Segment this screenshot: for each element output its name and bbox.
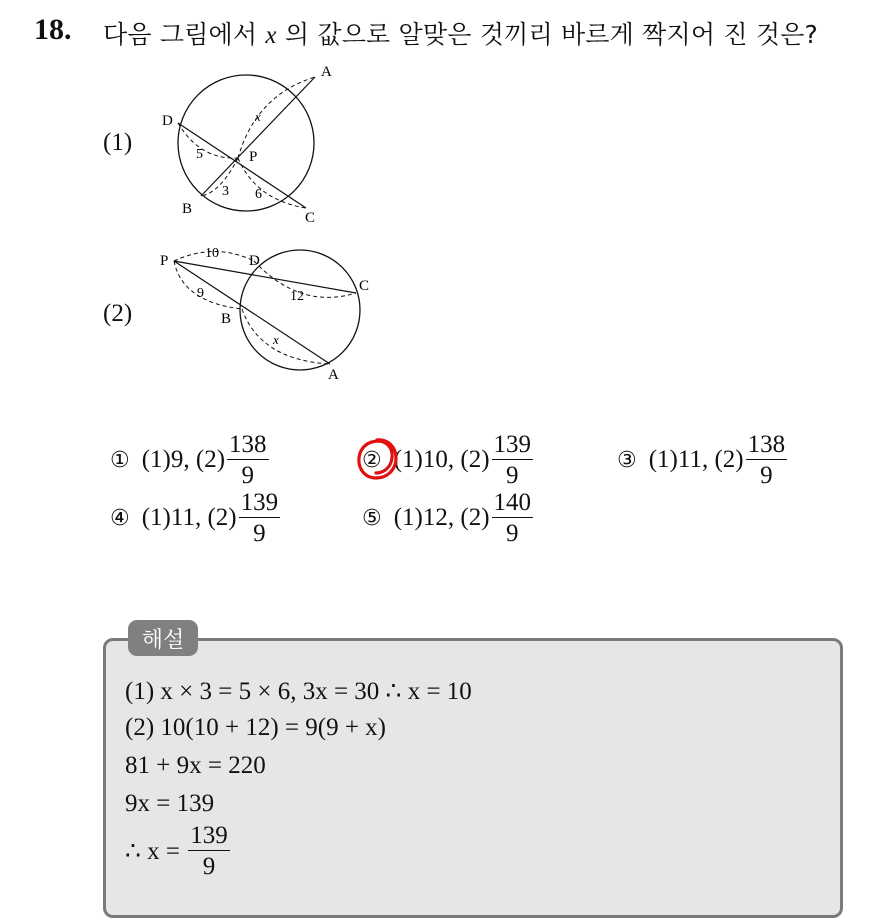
fig2-label-9: 9 [197,286,204,301]
solution-line-2: (2) 10(10 + 12) = 9(9 + x) [125,714,386,741]
fig1-point-D: D [162,113,173,129]
choice-1[interactable]: ① (1)9, (2) $\frac{138}{9}$ [110,431,267,489]
fig1-point-P: P [249,149,258,165]
choice-2[interactable]: ② (1)10, (2) $\frac{139}{9}$ [362,431,532,489]
fig1-label-3: 3 [222,184,229,199]
solution-line-5: ∴ x = $\frac{139}{9}$ [125,822,228,880]
choice-2-mark: ② [362,447,382,473]
figure1-label: (1) [103,129,133,156]
fig1-point-C: C [305,210,316,226]
question-variable: x [265,22,277,49]
fig1-label-x: x [255,109,261,124]
fig1-label-5: 5 [196,147,203,162]
fig2-label-12: 12 [290,289,304,304]
choice-4[interactable]: ④ (1)11, (2) $\frac{139}{9}$ [110,489,279,547]
solution-line-3: 81 + 9x = 220 [125,752,266,779]
choice-4-mark: ④ [110,505,130,531]
fig2-point-B: B [221,311,232,327]
figure2-label: (2) [103,300,133,327]
question-number: 18. [34,13,72,46]
answer-circle-mark [354,436,400,482]
fig2-point-D: D [249,253,260,269]
solution-line-4: 9x = 139 [125,790,215,817]
choice-1-mark: ① [110,447,130,473]
solution-line-1: (1) x × 3 = 5 × 6, 3x = 30 ∴ x = 10 [125,678,472,705]
fig2-point-C: C [359,278,370,294]
choice-3[interactable]: ③ (1)11, (2) $\frac{138}{9}$ [617,431,786,489]
fig1-point-B: B [182,201,193,217]
choice-5[interactable]: ⑤ (1)12, (2) $\frac{140}{9}$ [362,489,532,547]
fig2-label-x: x [273,332,279,347]
figure1-diagram [160,55,340,235]
question-text: 다음 그림에서 x 의 값으로 알맞은 것끼리 바르게 짝지어 진 것은? [103,20,818,49]
figure2-diagram [160,240,380,385]
fig2-label-10: 10 [205,246,219,261]
fig2-point-A: A [328,367,339,383]
fig1-point-A: A [321,64,332,80]
fig1-label-6: 6 [255,187,262,202]
choice-3-mark: ③ [617,447,637,473]
fig2-point-P: P [160,253,169,269]
solution-tag: 해설 [128,620,198,656]
choice-5-mark: ⑤ [362,505,382,531]
